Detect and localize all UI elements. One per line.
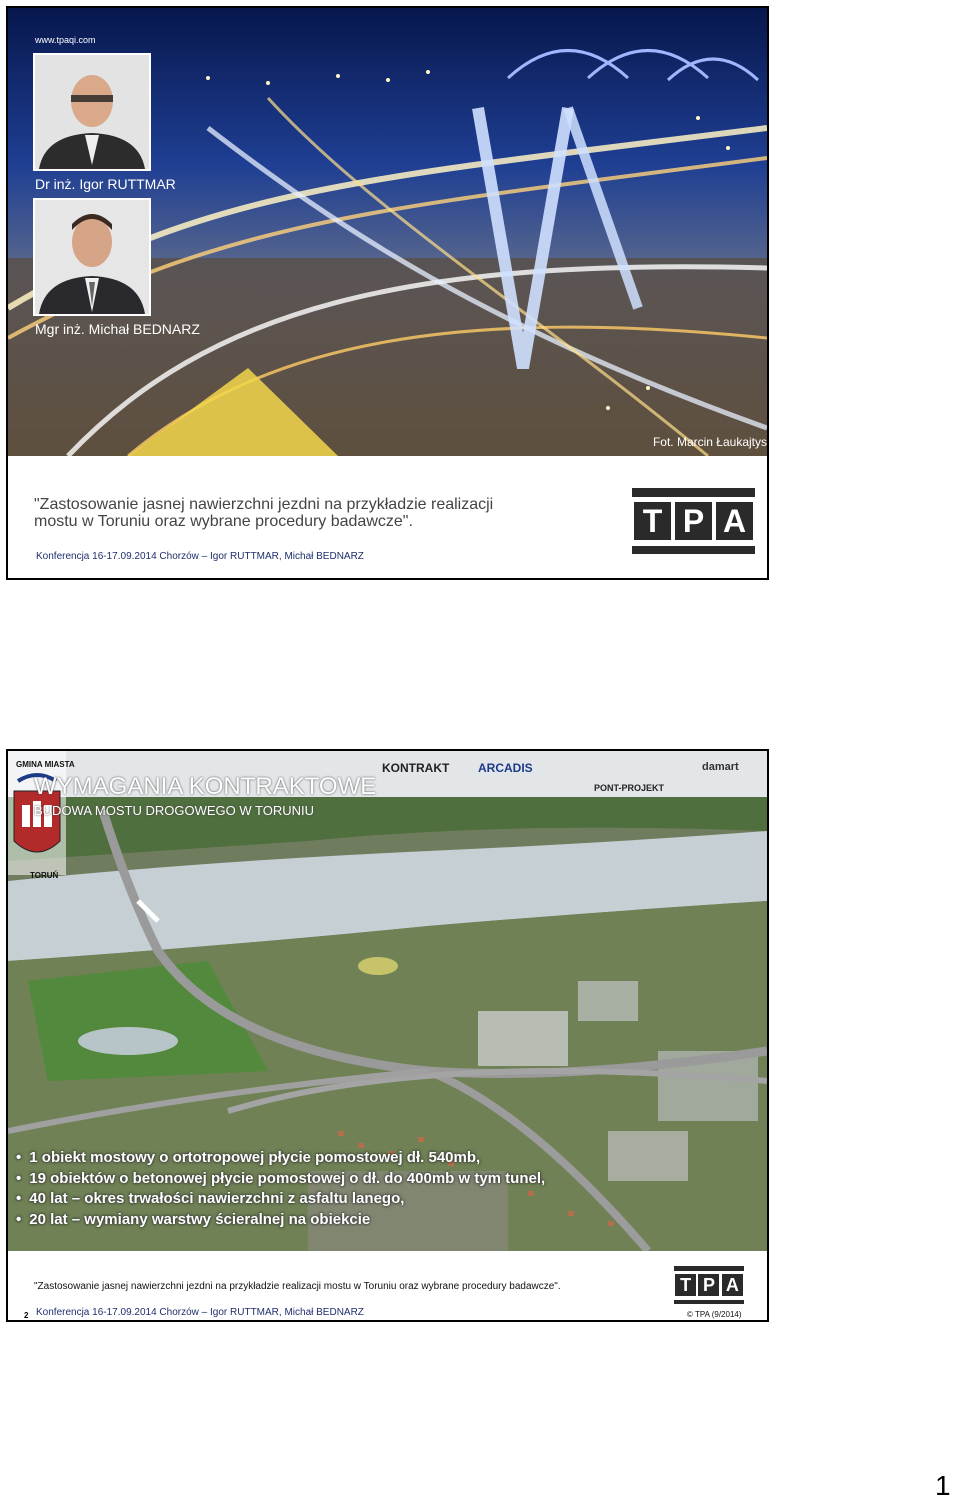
conference-info: Konferencja 16-17.09.2014 Chorzów – Igor RUTTMAR, Michał BEDNARZ [36, 1307, 364, 1318]
slide-number: 2 [24, 1311, 29, 1320]
aerial-bridge-photo [8, 751, 767, 1251]
requirements-list [16, 1148, 545, 1230]
logo-letters [632, 502, 755, 540]
logo-letters [674, 1274, 744, 1296]
title-slide [6, 6, 769, 580]
portrait-igor-ruttmar [33, 53, 151, 171]
portrait-michal-bednarz [33, 198, 151, 316]
person-icon [35, 55, 149, 169]
partner-logo-kontrakt: KONTRAKT [382, 761, 450, 775]
contract-requirements-slide [6, 749, 769, 1322]
person-icon [35, 200, 149, 314]
person1-name: Dr inż. Igor RUTTMAR [35, 176, 176, 192]
list-item: • 20 lat – wymiany warstwy ścieralnej na obiekcie [16, 1210, 545, 1231]
logo-letter: P [675, 502, 712, 540]
logo-letter: T [675, 1274, 696, 1296]
partner-logos [368, 757, 764, 797]
tpa-logo [632, 488, 755, 554]
title-line-2: mostu w Toruniu oraz wybrane procedury badawcze". [34, 513, 413, 530]
photo-credit: Fot. Marcin Łaukajtys [652, 435, 767, 449]
logo-letter: A [716, 502, 753, 540]
site-url: www.tpaqi.com [35, 35, 96, 45]
list-item: • 19 obiektów o betonowej płycie pomostowej o dł. do 400mb w tym tunel, [16, 1169, 545, 1190]
logo-letter: A [722, 1274, 743, 1296]
presentation-title [34, 496, 594, 530]
slide-title: WYMAGANIA KONTRAKTOWE [34, 773, 377, 800]
crest-bottom-label: TORUŃ [30, 871, 59, 880]
slide-subtitle: BUDOWA MOSTU DROGOWEGO W TORUNIU [34, 803, 314, 818]
partner-logo-arcadis: ARCADIS [478, 761, 533, 775]
logo-bar-bottom [632, 546, 755, 554]
partner-logo-damart: damart [702, 761, 739, 773]
page-number: 1 [935, 1470, 951, 1501]
list-item: • 40 lat – okres trwałości nawierzchni z asfaltu lanego, [16, 1189, 545, 1210]
partner-logo-pont-projekt: PONT-PROJEKT [594, 783, 665, 793]
crest-top-label: GMINA MIASTA [16, 760, 75, 769]
copyright: © TPA (9/2014) [687, 1310, 742, 1319]
bridge-night-photo [8, 8, 767, 456]
title-line-1: "Zastosowanie jasnej nawierzchni jezdni na przykładzie realizacji [34, 496, 494, 513]
tpa-logo [674, 1266, 744, 1304]
logo-bar-bottom [674, 1300, 744, 1304]
list-item: • 1 obiekt mostowy o ortotropowej płycie pomostowej dł. 540mb, [16, 1148, 545, 1169]
logo-bar-top [674, 1266, 744, 1271]
person2-name: Mgr inż. Michał BEDNARZ [35, 321, 200, 337]
logo-bar-top [632, 488, 755, 497]
footer-title: "Zastosowanie jasnej nawierzchni jezdni na przykładzie realizacji mostu w Toruniu oraz wybrane procedury badawcze". [34, 1281, 561, 1292]
logo-letter: P [698, 1274, 719, 1296]
conference-info: Konferencja 16-17.09.2014 Chorzów – Igor RUTTMAR, Michał BEDNARZ [36, 551, 364, 562]
logo-letter: T [634, 502, 671, 540]
